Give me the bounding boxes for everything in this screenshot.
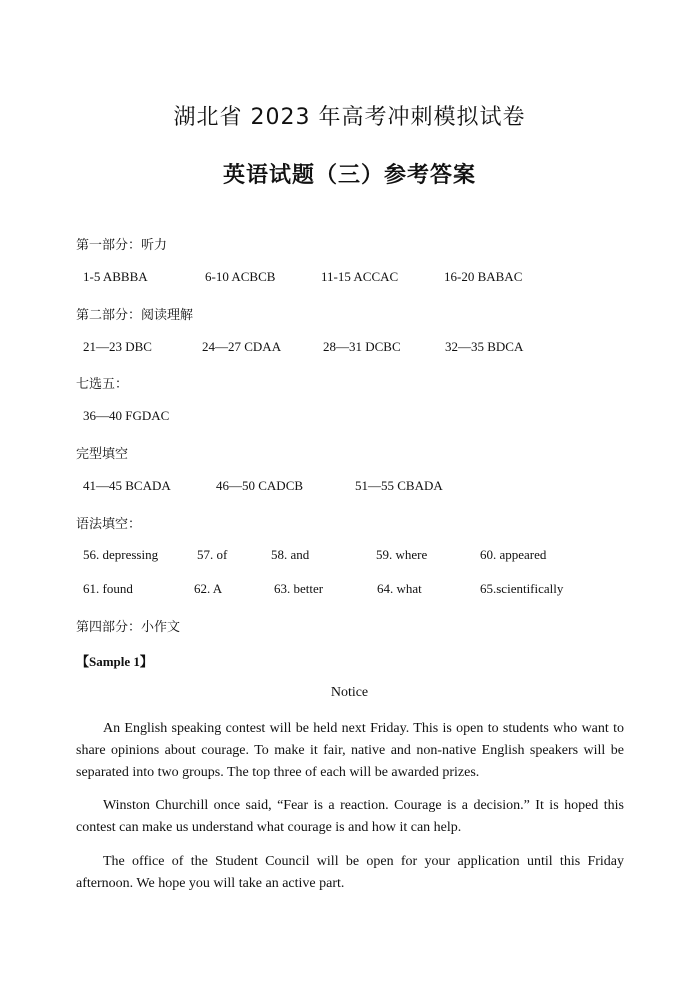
answer-item: 64. what <box>377 581 422 596</box>
answer-item: 58. and <box>271 547 310 562</box>
answer-group: 16-20 BABAC <box>444 269 523 284</box>
notice-paragraph-3: The office of the Student Council will be open for your application until this Friday afternoon. We hope you will take an active part. <box>76 854 624 891</box>
answer-group: 11-15 ACCAC <box>321 269 399 284</box>
answer-item: 61. found <box>83 581 133 596</box>
section-heading-reading: 第二部分：阅读理解 <box>76 308 194 323</box>
section-heading-cloze: 完型填空 <box>76 447 129 462</box>
answer-group: 46—50 CADCB <box>216 478 304 493</box>
answer-item: 65.scientifically <box>480 581 564 596</box>
answer-group: 41—45 BCADA <box>83 478 171 493</box>
notice-paragraph-1: An English speaking contest will be held next Friday. This is open to students who want to share opinions about courage. To make it fair, native and non-native English speakers will be separated into two groups. The top three of each will be awarded prizes. <box>76 721 624 780</box>
answer-group: 28—31 DCBC <box>323 339 401 354</box>
answer-group: 6-10 ACBCB <box>205 269 276 284</box>
answer-group: 36—40 FGDAC <box>83 408 170 423</box>
document-title: 湖北省 2023 年高考冲刺模拟试卷 <box>173 105 526 130</box>
notice-title: Notice <box>330 685 369 700</box>
answer-group: 1-5 ABBBA <box>83 269 148 284</box>
answer-group: 21—23 DBC <box>83 339 152 354</box>
answer-group: 24—27 CDAA <box>202 339 282 354</box>
document-subtitle: 英语试题（三）参考答案 <box>222 163 476 188</box>
section-heading-grammar: 语法填空： <box>76 517 142 532</box>
notice-paragraph-2: Winston Churchill once said, “Fear is a reaction. Courage is a decision.” It is hoped this contest can make us understand what courage is and how it can help. <box>76 798 624 835</box>
answer-item: 63. better <box>274 581 324 596</box>
section-heading-seven-choose-five: 七选五： <box>76 377 129 392</box>
answer-item: 57. of <box>197 547 228 562</box>
sample-label: 【Sample 1】 <box>76 654 153 669</box>
section-heading-writing: 第四部分：小作文 <box>76 620 181 635</box>
answer-item: 60. appeared <box>480 547 547 562</box>
answer-group: 51—55 CBADA <box>355 478 443 493</box>
section-heading-listening: 第一部分：听力 <box>76 238 168 253</box>
answer-item: 62. A <box>194 581 223 596</box>
answer-item: 59. where <box>376 547 428 562</box>
answer-group: 32—35 BDCA <box>445 339 524 354</box>
answer-item: 56. depressing <box>83 547 159 562</box>
